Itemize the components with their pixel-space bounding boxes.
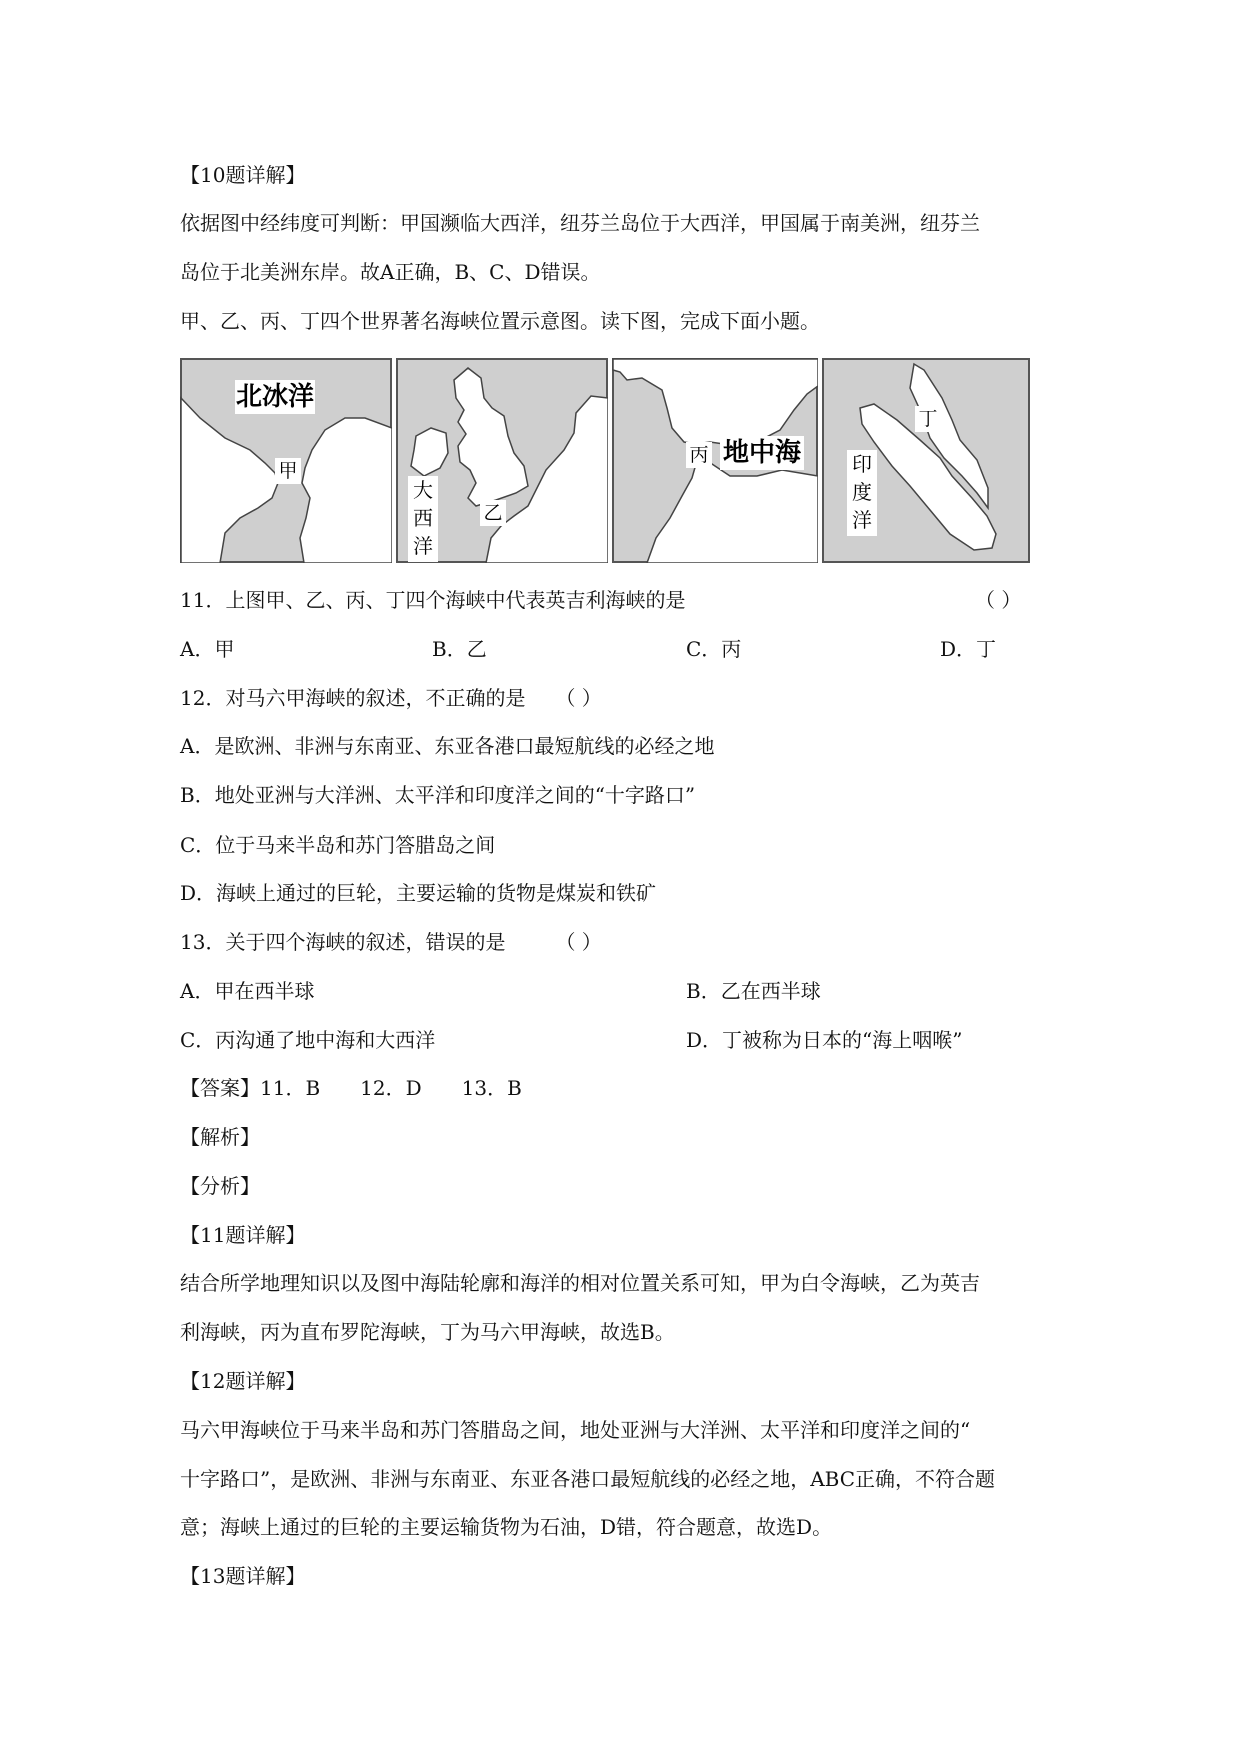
label-indian-char-2: 度 (852, 480, 872, 504)
q11-option-b: B．乙 (432, 637, 487, 661)
paragraph-q12-line-1: 马六甲海峡位于马来半岛和苏门答腊岛之间，地处亚洲与大洋洲、太平洋和印度洋之间的“ (180, 1418, 971, 1442)
q11-option-a: A．甲 (180, 637, 235, 661)
answer-line: 【答案】11．B 12．D 13．B (180, 1076, 522, 1100)
label-strait-bing: 丙 (686, 442, 712, 468)
q13-option-d: D．丁被称为日本的“海上咽喉” (686, 1028, 963, 1052)
label-atlantic-char-1: 大 (413, 478, 433, 502)
heading-analysis: 【解析】 (180, 1125, 260, 1149)
paragraph-q11-line-2: 利海峡，丙为直布罗陀海峡，丁为马六甲海峡，故选B。 (180, 1320, 675, 1344)
label-indian-char-1: 印 (852, 452, 872, 476)
heading-q13-detail: 【13题详解】 (180, 1564, 306, 1588)
label-indian-ocean (847, 450, 877, 536)
q12-option-a: A．是欧洲、非洲与东南亚、东亚各港口最短航线的必经之地 (180, 734, 715, 758)
q12-option-b: B．地处亚洲与大洋洲、太平洋和印度洋之间的“十字路口” (180, 783, 696, 807)
q11-option-c: C．丙 (686, 637, 742, 661)
heading-breakdown: 【分析】 (180, 1174, 260, 1198)
question-intro: 甲、乙、丙、丁四个世界著名海峡位置示意图。读下图，完成下面小题。 (180, 309, 820, 333)
paragraph-q11-line-1: 结合所学地理知识以及图中海陆轮廓和海洋的相对位置关系可知，甲为白令海峡，乙为英吉 (180, 1271, 980, 1295)
label-strait-ding: 丁 (915, 406, 941, 432)
strait-map-figure (180, 358, 1030, 563)
q13-option-c: C．丙沟通了地中海和大西洋 (180, 1028, 436, 1052)
label-atlantic-ocean (408, 476, 438, 562)
q12-option-c: C．位于马来半岛和苏门答腊岛之间 (180, 833, 496, 857)
q13-option-b: B．乙在西半球 (686, 979, 821, 1003)
q13-option-a: A．甲在西半球 (180, 979, 315, 1003)
label-arctic-ocean: 北冰洋 (235, 382, 314, 412)
heading-q11-detail: 【11题详解】 (180, 1223, 306, 1247)
label-indian-char-3: 洋 (852, 508, 872, 532)
map-panel-jia (180, 358, 392, 563)
label-strait-jia: 甲 (275, 458, 301, 484)
heading-q12-detail: 【12题详解】 (180, 1369, 306, 1393)
map-panel-yi (396, 358, 608, 563)
heading-q10-detail: 【10题详解】 (180, 163, 306, 187)
q11-option-d: D．丁 (940, 637, 997, 661)
paragraph-q12-line-2: 十字路口”，是欧洲、非洲与东南亚、东亚各港口最短航线的必经之地，ABC正确，不符合题 (180, 1467, 996, 1491)
paragraph-q10-line-2: 岛位于北美洲东岸。故A正确，B、C、D错误。 (180, 260, 601, 284)
label-atlantic-char-2: 西 (413, 506, 433, 530)
label-mediterranean-sea: 地中海 (720, 436, 804, 470)
q12-option-d: D．海峡上通过的巨轮，主要运输的货物是煤炭和铁矿 (180, 881, 657, 905)
map-panel-bing (612, 358, 818, 563)
paragraph-q10-line-1: 依据图中经纬度可判断：甲国濒临大西洋，纽芬兰岛位于大西洋，甲国属于南美洲，纽芬兰 (180, 211, 980, 235)
question-11-stem: 11．上图甲、乙、丙、丁四个海峡中代表英吉利海峡的是 (180, 588, 686, 612)
label-atlantic-char-3: 洋 (413, 534, 433, 558)
label-strait-yi: 乙 (480, 500, 506, 526)
question-12-stem: 12．对马六甲海峡的叙述，不正确的是 （ ） (180, 686, 602, 710)
question-11-paren: （ ） (975, 588, 1022, 612)
paragraph-q12-line-3: 意；海峡上通过的巨轮的主要运输货物为石油，D错，符合题意，故选D。 (180, 1515, 833, 1539)
map-panel-ding (822, 358, 1030, 563)
question-13-stem: 13．关于四个海峡的叙述，错误的是 （ ） (180, 930, 602, 954)
